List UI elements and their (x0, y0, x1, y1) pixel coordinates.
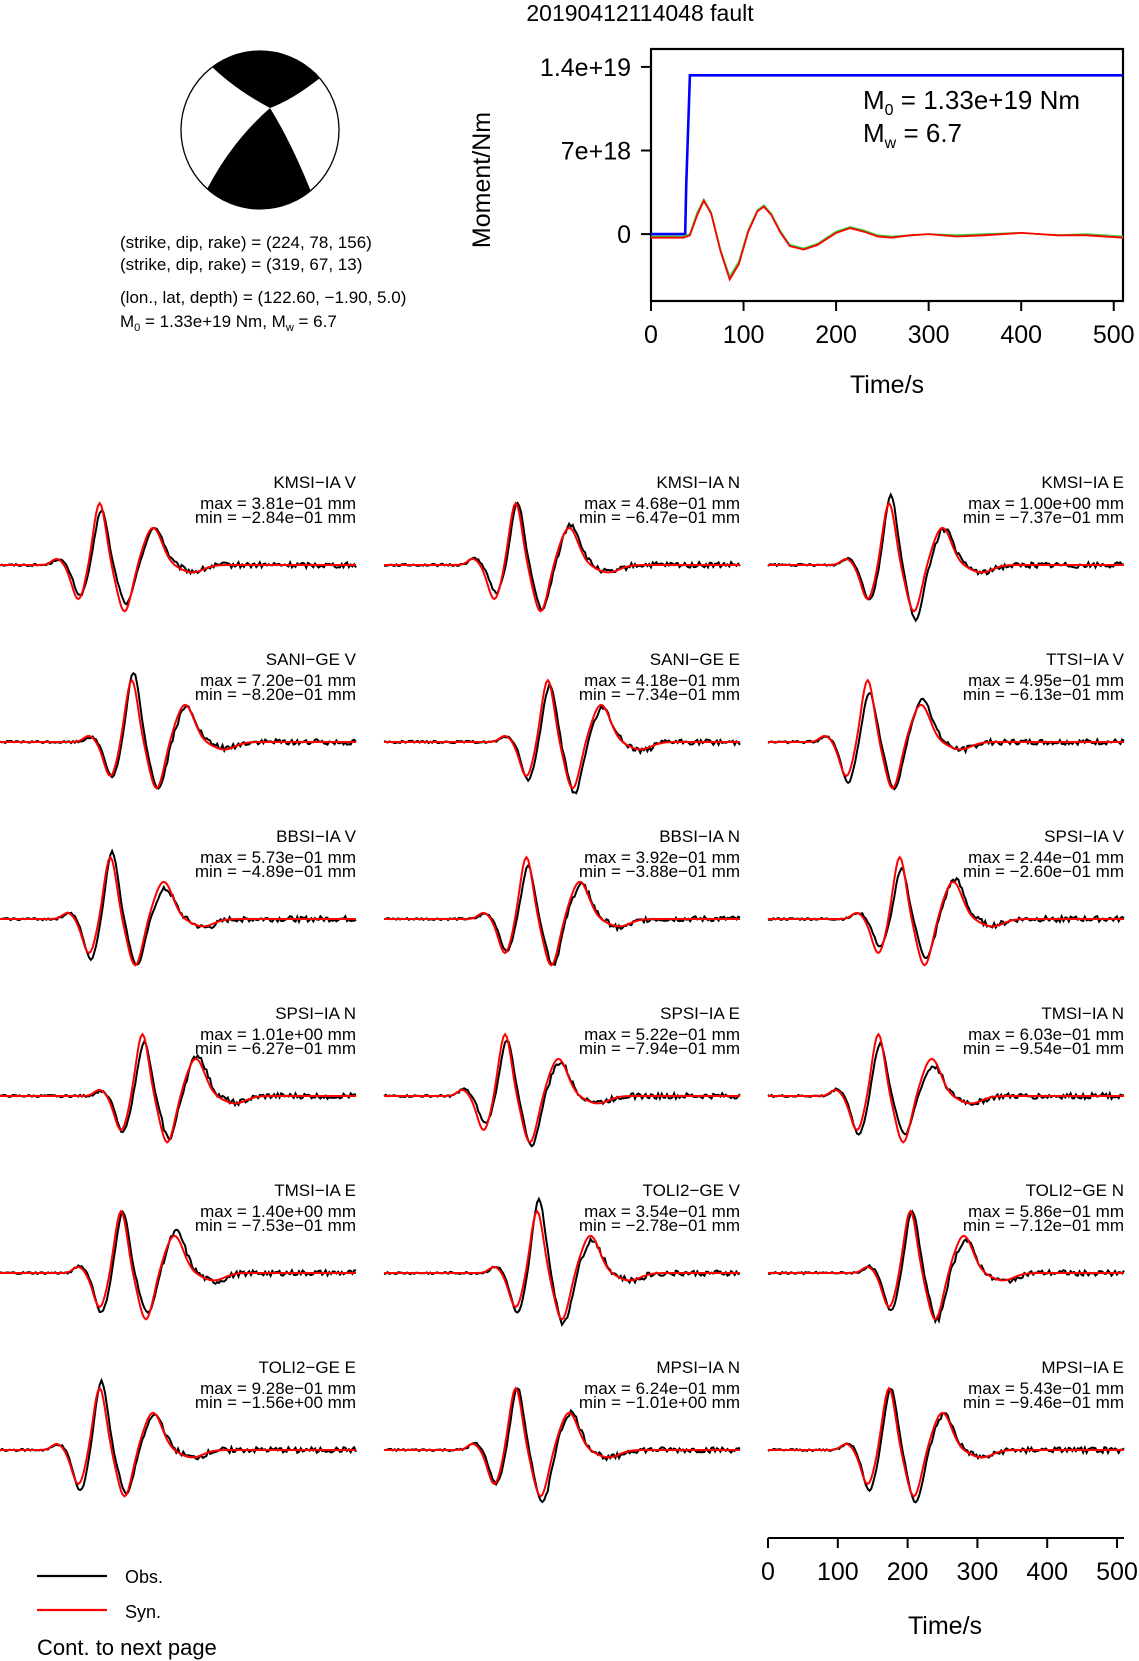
moment-mw-symbol: M (863, 118, 885, 148)
waveform-panel (384, 1358, 740, 1502)
waveform-x-tick-label: 100 (816, 1558, 859, 1586)
moment-mw-annotation (863, 118, 962, 152)
waveform-max-label: max = 6.24e−01 mm (584, 1379, 740, 1398)
waveform-station-label: TTSI−IA V (1046, 650, 1124, 669)
waveform-max-label: max = 5.22e−01 mm (584, 1025, 740, 1044)
waveform-min-label: min = −7.37e−01 mm (962, 508, 1124, 527)
waveform-panel (0, 1004, 356, 1142)
waveform-station-label: TOLI2−GE N (1025, 1181, 1124, 1200)
moment-x-tick-label: 100 (722, 321, 765, 349)
waveform-max-label: max = 5.73e−01 mm (200, 848, 356, 867)
waveform-station-label: MPSI−IA N (656, 1358, 740, 1377)
waveform-station-label: TOLI2−GE E (258, 1358, 356, 1377)
waveform-min-label: min = −7.53e−01 mm (194, 1216, 356, 1235)
waveform-max-label: max = 4.68e−01 mm (584, 494, 740, 513)
hypocenter-label: (lon., lat, depth) = (122.60, −1.90, 5.0) (120, 288, 407, 307)
moment-y-tick-label: 1.4e+19 (539, 53, 631, 82)
moment-series-1 (651, 200, 1123, 278)
mw-value: = 6.7 (293, 312, 337, 331)
moment-m0-value: = 1.33e+19 Nm (893, 85, 1081, 115)
waveform-station-label: KMSI−IA E (1041, 473, 1124, 492)
waveform-max-label: max = 1.40e+00 mm (200, 1202, 356, 1221)
waveform-panel (768, 473, 1124, 621)
waveform-min-label: min = −6.27e−01 mm (194, 1039, 356, 1058)
moment-y-axis-label: Moment/Nm (468, 111, 496, 249)
waveform-panel (384, 827, 740, 965)
waveform-max-label: max = 4.18e−01 mm (584, 671, 740, 690)
waveform-station-label: SANI−GE V (265, 650, 356, 669)
waveform-min-label: min = −2.84e−01 mm (194, 508, 356, 527)
waveform-grid (0, 473, 1125, 1502)
waveform-x-axis (761, 1538, 1138, 1586)
waveform-min-label: min = −7.94e−01 mm (578, 1039, 740, 1058)
waveform-max-label: max = 4.95e−01 mm (968, 671, 1124, 690)
waveform-panel (0, 473, 357, 611)
waveform-x-tick-label: 500 (1096, 1558, 1138, 1586)
waveform-max-label: max = 6.03e−01 mm (968, 1025, 1124, 1044)
waveform-panel (384, 1181, 741, 1325)
moment-y-tick-label: 0 (617, 221, 631, 250)
waveform-x-tick-label: 0 (761, 1558, 775, 1586)
waveform-station-label: BBSI−IA N (659, 827, 740, 846)
nodal-plane-1-label: (strike, dip, rake) = (224, 78, 156) (120, 233, 372, 252)
moment-x-tick-label: 300 (907, 321, 950, 349)
moment-x-tick-label: 200 (815, 321, 857, 349)
m0-symbol: M (120, 312, 135, 331)
waveform-station-label: TMSI−IA N (1041, 1004, 1124, 1023)
waveform-panel (768, 650, 1125, 789)
waveform-min-label: min = −9.46e−01 mm (962, 1393, 1124, 1412)
waveform-min-label: min = −1.56e+00 mm (194, 1393, 356, 1412)
mw-subscript: w (285, 322, 294, 334)
waveform-panel (384, 650, 740, 793)
waveform-min-label: min = −8.20e−01 mm (194, 685, 356, 704)
waveform-min-label: min = −3.88e−01 mm (578, 862, 740, 881)
moment-x-tick-label: 400 (1000, 321, 1043, 349)
moment-series-2 (651, 201, 1123, 280)
waveform-x-axis-label: Time/s (907, 1612, 983, 1640)
waveform-min-label: min = −6.13e−01 mm (962, 685, 1124, 704)
continuation-note: Cont. to next page (37, 1635, 217, 1660)
moment-chart (468, 49, 1135, 399)
waveform-min-label: min = −1.01e+00 mm (578, 1393, 740, 1412)
waveform-min-label: min = −6.47e−01 mm (578, 508, 740, 527)
waveform-panel (0, 827, 357, 965)
waveform-min-label: min = −2.78e−01 mm (578, 1216, 740, 1235)
moment-m0-symbol: M (863, 85, 885, 115)
moment-x-tick-label: 0 (644, 321, 658, 349)
moment-m0-subscript: 0 (884, 102, 894, 119)
waveform-panel (768, 1358, 1124, 1502)
waveform-panel (768, 827, 1125, 965)
waveform-station-label: TMSI−IA E (274, 1181, 356, 1200)
waveform-station-label: SPSI−IA E (660, 1004, 740, 1023)
waveform-station-label: TOLI2−GE V (642, 1181, 740, 1200)
waveform-max-label: max = 5.43e−01 mm (968, 1379, 1124, 1398)
waveform-observed (768, 868, 1124, 958)
waveform-station-label: KMSI−IA V (273, 473, 356, 492)
waveform-max-label: max = 9.28e−01 mm (200, 1379, 356, 1398)
waveform-panel (0, 1358, 356, 1496)
waveform-x-tick-label: 400 (1026, 1558, 1069, 1586)
waveform-min-label: min = −7.34e−01 mm (578, 685, 740, 704)
waveform-max-label: max = 3.81e−01 mm (200, 494, 356, 513)
moment-x-tick-label: 500 (1092, 321, 1135, 349)
waveform-station-label: SANI−GE E (649, 650, 740, 669)
waveform-station-label: BBSI−IA V (276, 827, 356, 846)
moment-y-tick-label: 7e+18 (560, 137, 631, 166)
waveform-min-label: min = −7.12e−01 mm (962, 1216, 1124, 1235)
waveform-station-label: KMSI−IA N (656, 473, 740, 492)
waveform-station-label: SPSI−IA N (275, 1004, 356, 1023)
waveform-max-label: max = 5.86e−01 mm (968, 1202, 1124, 1221)
moment-y-axis (540, 54, 651, 249)
waveform-panel (768, 1004, 1124, 1142)
waveform-x-tick-label: 300 (956, 1558, 999, 1586)
figure-title: 20190412114048 fault (526, 0, 754, 26)
waveform-max-label: max = 3.54e−01 mm (584, 1202, 740, 1221)
nodal-plane-2-label: (strike, dip, rake) = (319, 67, 13) (120, 255, 363, 274)
waveform-panel (0, 1181, 356, 1319)
waveform-max-label: max = 3.92e−01 mm (584, 848, 740, 867)
moment-m0-annotation (863, 85, 1080, 119)
m0-subscript: 0 (134, 322, 141, 334)
waveform-panel (384, 1004, 740, 1146)
legend-obs-label: Obs. (125, 1567, 164, 1587)
moment-mw-value: = 6.7 (896, 118, 963, 148)
waveform-station-label: SPSI−IA V (1044, 827, 1124, 846)
waveform-panel (0, 650, 357, 789)
waveform-max-label: max = 2.44e−01 mm (968, 848, 1124, 867)
legend-syn-label: Syn. (125, 1602, 162, 1622)
waveform-x-tick-label: 200 (886, 1558, 929, 1586)
waveform-min-label: min = −2.60e−01 mm (962, 862, 1124, 881)
waveform-max-label: max = 1.00e+00 mm (968, 494, 1124, 513)
waveform-panel (384, 473, 740, 611)
waveform-station-label: MPSI−IA E (1041, 1358, 1124, 1377)
moment-x-axis-label: Time/s (849, 371, 925, 399)
moment-mw-subscript: w (884, 135, 897, 152)
waveform-min-label: min = −9.54e−01 mm (962, 1039, 1124, 1058)
waveform-max-label: max = 1.01e+00 mm (200, 1025, 356, 1044)
moment-x-axis (644, 301, 1135, 349)
beachball-diagram (181, 45, 340, 215)
moment-magnitude-label (120, 312, 337, 334)
m0-value: = 1.33e+19 Nm, M (140, 312, 286, 331)
waveform-min-label: min = −4.89e−01 mm (194, 862, 356, 881)
legend (37, 1567, 163, 1622)
waveform-max-label: max = 7.20e−01 mm (200, 671, 356, 690)
waveform-panel (768, 1181, 1124, 1321)
